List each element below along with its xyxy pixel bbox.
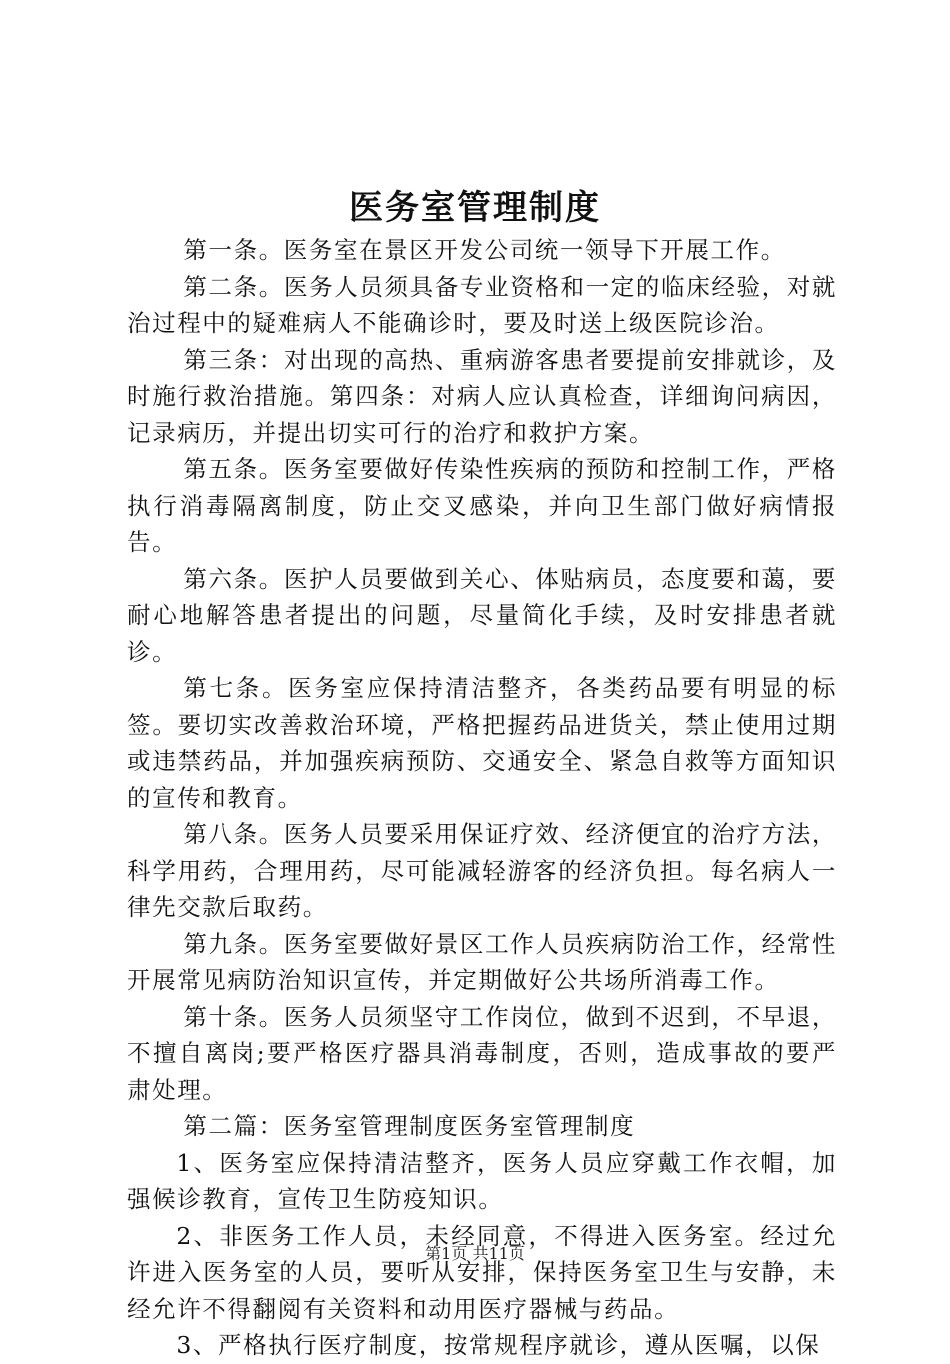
rule-3-paragraph: 3、严格执行医疗制度，按常规程序就诊，遵从医嘱，以保 [176,1331,821,1359]
document-title: 医务室管理制度 [349,188,601,228]
article-9-paragraph: 第九条。医务室要做好景区工作人员疾病防治工作，经常性开展常见病防治知识宣传，并定期做好公共场所消毒工作。 [127,929,837,994]
article-2-paragraph: 第二条。医务人员须具备专业资格和一定的临床经验，对就治过程中的疑难病人不能确诊时，要及时送上级医院诊治。 [127,272,837,337]
page-footer: 第1页 共11页 [425,1244,525,1263]
article-6-paragraph: 第六条。医护人员要做到关心、体贴病员，态度要和蔼，要耐心地解答患者提出的问题，尽量简化手续，及时安排患者就诊。 [127,564,837,666]
article-5-paragraph: 第五条。医务室要做好传染性疾病的预防和控制工作，严格执行消毒隔离制度，防止交叉感染，并向卫生部门做好病情报告。 [127,455,837,556]
article-10-paragraph: 第十条。医务人员须坚守工作岗位，做到不迟到，不早退，不擅自离岗;要严格医疗器具消毒制度，否则，造成事故的要严肃处理。 [127,1002,837,1104]
article-3-4-paragraph: 第三条：对出现的高热、重病游客患者要提前安排就诊，及时施行救治措施。第四条：对病人应认真检查，详细询问病因，记录病历，并提出切实可行的治疗和救护方案。 [127,345,837,447]
rule-1-paragraph: 1、医务室应保持清洁整齐，医务人员应穿戴工作衣帽，加强候诊教育，宣传卫生防疫知识。 [127,1148,837,1213]
article-8-paragraph: 第八条。医务人员要采用保证疗效、经济便宜的治疗方法，科学用药，合理用药，尽可能减轻游客的经济负担。每名病人一律先交款后取药。 [127,820,837,921]
article-1-paragraph: 第一条。医务室在景区开发公司统一领导下开展工作。 [183,236,786,264]
article-7-paragraph: 第七条。医务室应保持清洁整齐，各类药品要有明显的标签。要切实改善救治环境，严格把握药品进货关，禁止使用过期或违禁药品，并加强疾病预防、交通安全、紧急自救等方面知识的宣传和教育。 [127,674,837,812]
section-2-heading: 第二篇：医务室管理制度医务室管理制度 [183,1112,636,1140]
document-body [127,232,837,1364]
rule-2-paragraph: 2、非医务工作人员，未经同意，不得进入医务室。经过允许进入医务室的人员，要听从安排，保持医务室卫生与安静，未经允许不得翻阅有关资料和动用医疗器械与药品。 [127,1221,837,1323]
